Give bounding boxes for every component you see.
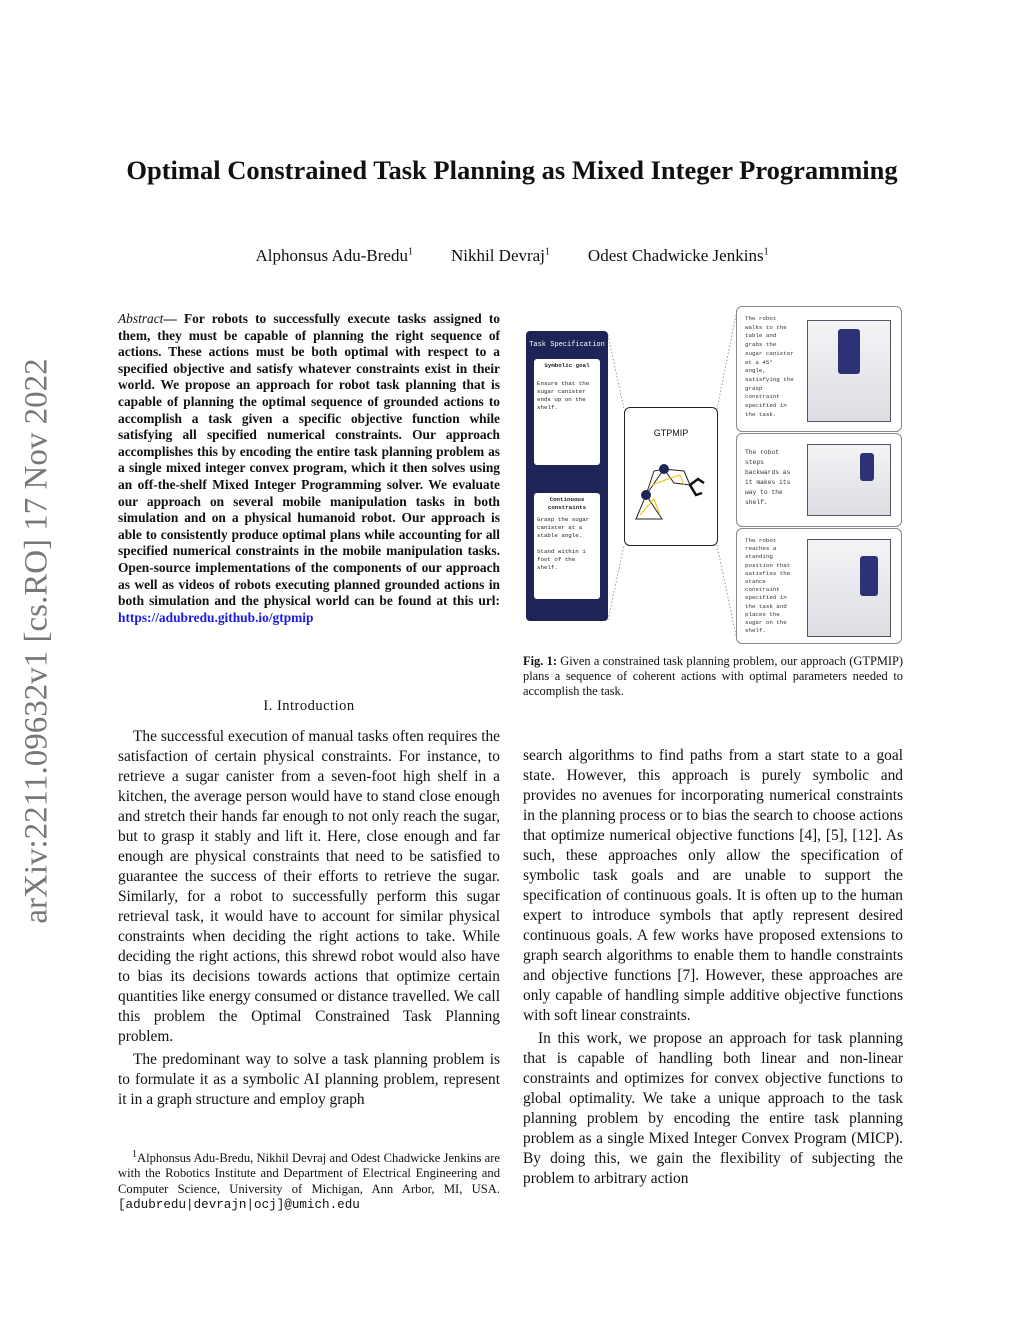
author: Odest Chadwicke Jenkins$^1$ [587, 246, 769, 265]
paper-title: Optimal Constrained Task Planning as Mixed Integer Programming [126, 155, 898, 185]
left-column [118, 727, 500, 1113]
step-card: The robot reaches a standing position that satisfies the stance constraint specified in the task and places the sugar on the shelf. [736, 528, 902, 644]
author-emails: [adubredu|devrajn|ocj]@umich.edu [118, 1198, 360, 1213]
arxiv-stamp [12, 345, 62, 937]
author-list [120, 246, 904, 266]
arxiv-id: arXiv:2211.09632v1 [cs.RO] 17 Nov 2022 [18, 358, 55, 924]
abstract-label: Abstract [118, 311, 164, 326]
paragraph: search algorithms to find paths from a start state to a goal state. However, this approach is purely symbolic and provides no avenues for incorporating numerical constraints in the planning process or to bias the search to choose actions that optimize numerical objective functions [4], [5], [12]. As such, these approaches only allow the specification of symbolic task goals and are unable to support the specification of continuous goals. It is often up to the human expert to introduce symbols that aptly represent desired continuous goals. A few works have proposed extensions to graph search algorithms to enable them to handle constraints and objective functions [7]. However, these approaches are only capable of handling simple additive objective functions with soft linear constraints. [523, 747, 903, 1024]
task-specification-panel: Task Specification Symbolic goal Ensure that the sugar canister ends up on the shelf. Continuous constraints Grasp the sugar canister at a stable angle. Stand within 1 foot of the shelf. [526, 331, 608, 621]
step-card: The robot steps backwards as it makes its way to the shelf. [736, 433, 902, 527]
paragraph: The successful execution of manual tasks often requires the satisfaction of certain physical constraints. For instance, to retrieve a sugar canister from a seven-foot high shelf in a kitchen, the average person would have to stand close enough and stretch their hands far enough to not only reach the sugar, but to grasp it stably and lift it. Here, close enough and far enough are physical constraints that need to be satisfied to guarantee the success of their efforts to retrieve the sugar. Similarly, for a robot to successfully perform this sugar retrieval task, it would have to account for similar physical constraints when deciding the right actions to take. While deciding the right actions, this shrewd robot would also have to bias its decisions towards actions that optimize certain quantities like energy consumed or distance travelled. We call this problem the Optimal Constrained Task Planning problem. [118, 728, 500, 1045]
author: Alphonsus Adu-Bredu$^1$ [255, 246, 413, 265]
abstract: Abstract— For robots to successfully execute tasks assigned to them, they must be capable of planning the right sequence of actions. These actions must be both optimal with respect to a specified objective and satisfy whatever constraints exist in their world. We propose an approach for robot task planning that is capable of planning the optimal sequence of grounded actions to accomplish a task given a specific objective function while satisfying all specified numerical constraints. Our approach accomplishes this by encoding the entire task planning problem as a single mixed integer convex program, which it then solves using an off-the-shelf Mixed Integer Programming solver. We evaluate our approach on several mobile manipulation tasks in both simulation and on a physical humanoid robot. Our approach is able to consistently produce optimal plans while accounting for all specified numerical constraints in the mobile manipulation tasks. Open-source implementations of the components of our approach as well as videos of robots executing planned grounded actions in both simulation and the physical world can be found at this url: https://adubredu.github.io/gtpmip [118, 311, 500, 625]
figure-caption: Fig. 1: Given a constrained task planning problem, our approach (GTPMIP) plans a sequence of coherent actions with optimal parameters needed to accomplish the task. [523, 654, 903, 699]
right-column [523, 746, 903, 1192]
author: Nikhil Devraj$^1$ [450, 246, 550, 265]
footnote: $^1$Alphonsus Adu-Bredu, Nikhil Devraj and Odest Chadwicke Jenkins are with the Robotics Institute and Department of Electrical Engineering and Computer Science, University of Michigan, Ann Arbor, MI, USA. [adubredu|devrajn|ocj]@umich.edu [118, 1149, 500, 1213]
gtpmip-box: GTPMIP [624, 407, 718, 546]
project-url-link[interactable]: https://adubredu.github.io/gtpmip [118, 609, 314, 625]
figure-1 [524, 305, 904, 645]
robot-photo [807, 444, 891, 516]
robot-photo [807, 539, 891, 637]
robot-photo [807, 320, 891, 422]
step-card: The robot walks to the table and grabs the sugar canister at a 45° angle, satisfying the grasp constraint specified in the task. [736, 306, 902, 432]
section-heading: I. Introduction [263, 698, 355, 714]
paragraph: In this work, we propose an approach for task planning that is capable of handling both linear and non-linear constraints and optimizes for convex objective functions to global optimality. We take a unique approach to the task planning problem by encoding the entire task planning problem as a single Mixed Integer Convex Program (MICP). By doing this, we gain the flexibility of subjecting the problem to arbitrary action [523, 1030, 903, 1187]
paragraph: The predominant way to solve a task planning problem is to formulate it as a symbolic AI planning problem, represent it in a graph structure and employ graph [118, 1051, 500, 1108]
continuous-constraints-card: Continuous constraints Grasp the sugar canister at a stable angle. Stand within 1 foot of the shelf. [534, 493, 600, 599]
symbolic-goal-card: Symbolic goal Ensure that the sugar canister ends up on the shelf. [534, 359, 600, 465]
